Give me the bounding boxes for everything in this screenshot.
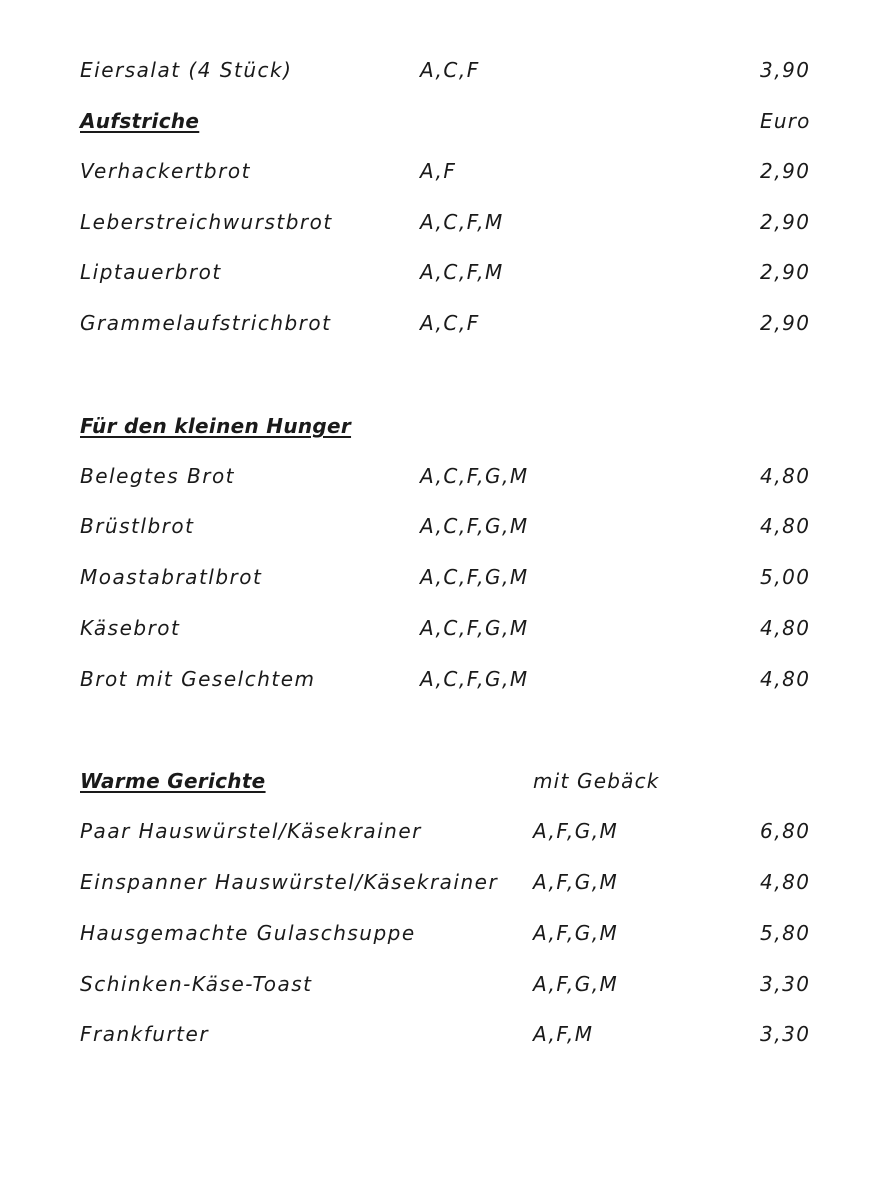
item-name: Käsebrot <box>80 616 181 640</box>
item-name: Belegtes Brot <box>80 464 236 488</box>
item-name: Verhackertbrot <box>80 159 251 183</box>
menu-item <box>80 308 820 338</box>
menu-item <box>80 55 820 85</box>
menu-item <box>80 816 820 846</box>
allergen-codes: A,C,F <box>420 311 480 335</box>
item-price: 2,90 <box>760 260 811 284</box>
item-price: 2,90 <box>760 210 811 234</box>
menu-item <box>80 156 820 186</box>
item-name: Paar Hauswürstel/Käsekrainer <box>80 819 422 843</box>
allergen-codes: A,C,F,G,M <box>420 514 529 538</box>
allergen-codes: A,F,G,M <box>533 870 619 894</box>
item-price: 5,80 <box>760 921 811 945</box>
allergen-codes: A,C,F,M <box>420 210 504 234</box>
item-price: 3,30 <box>760 972 811 996</box>
item-name: Leberstreichwurstbrot <box>80 210 333 234</box>
item-name: Brot mit Geselchtem <box>80 667 316 691</box>
allergen-codes: A,F,G,M <box>533 819 619 843</box>
allergen-codes: A,C,F <box>420 58 480 82</box>
allergen-codes: A,F,G,M <box>533 972 619 996</box>
item-name: Grammelaufstrichbrot <box>80 311 332 335</box>
allergen-codes: A,C,F,G,M <box>420 565 529 589</box>
item-price: 2,90 <box>760 159 811 183</box>
menu-item <box>80 562 820 592</box>
allergen-codes: A,C,F,G,M <box>420 667 529 691</box>
item-name: Schinken-Käse-Toast <box>80 972 313 996</box>
menu-item <box>80 511 820 541</box>
item-price: 2,90 <box>760 311 811 335</box>
allergen-codes: A,F,G,M <box>533 921 619 945</box>
menu-item <box>80 867 820 897</box>
menu-item <box>80 969 820 999</box>
item-price: 3,30 <box>760 1022 811 1046</box>
menu-item <box>80 461 820 491</box>
allergen-codes: A,C,F,G,M <box>420 616 529 640</box>
item-name: Einspanner Hauswürstel/Käsekrainer <box>80 870 499 894</box>
section-heading-kleiner-hunger: Für den kleinen Hunger <box>80 414 352 438</box>
item-name: Moastabratlbrot <box>80 565 263 589</box>
item-price: 5,00 <box>760 565 811 589</box>
menu-item <box>80 613 820 643</box>
item-name: Hausgemachte Gulaschsuppe <box>80 921 416 945</box>
allergen-codes: A,F <box>420 159 457 183</box>
item-price: 4,80 <box>760 514 811 538</box>
item-price: 4,80 <box>760 464 811 488</box>
menu-item <box>80 918 820 948</box>
item-price: 4,80 <box>760 616 811 640</box>
section-heading-warme-gerichte: Warme Gerichte <box>80 769 266 793</box>
menu-item <box>80 664 820 694</box>
item-name: Brüstlbrot <box>80 514 195 538</box>
item-price: 4,80 <box>760 870 811 894</box>
item-price: 4,80 <box>760 667 811 691</box>
item-name: Frankfurter <box>80 1022 210 1046</box>
item-name: Eiersalat (4 Stück) <box>80 58 293 82</box>
column-label-mit-gebaeck: mit Gebäck <box>533 769 660 793</box>
menu-item <box>80 207 820 237</box>
item-price: 6,80 <box>760 819 811 843</box>
allergen-codes: A,F,M <box>533 1022 594 1046</box>
menu-item <box>80 1019 820 1049</box>
menu-item <box>80 257 820 287</box>
allergen-codes: A,C,F,G,M <box>420 464 529 488</box>
item-name: Liptauerbrot <box>80 260 222 284</box>
section-heading-aufstriche: Aufstriche <box>80 109 200 133</box>
currency-label: Euro <box>760 109 811 133</box>
item-price: 3,90 <box>760 58 811 82</box>
allergen-codes: A,C,F,M <box>420 260 504 284</box>
